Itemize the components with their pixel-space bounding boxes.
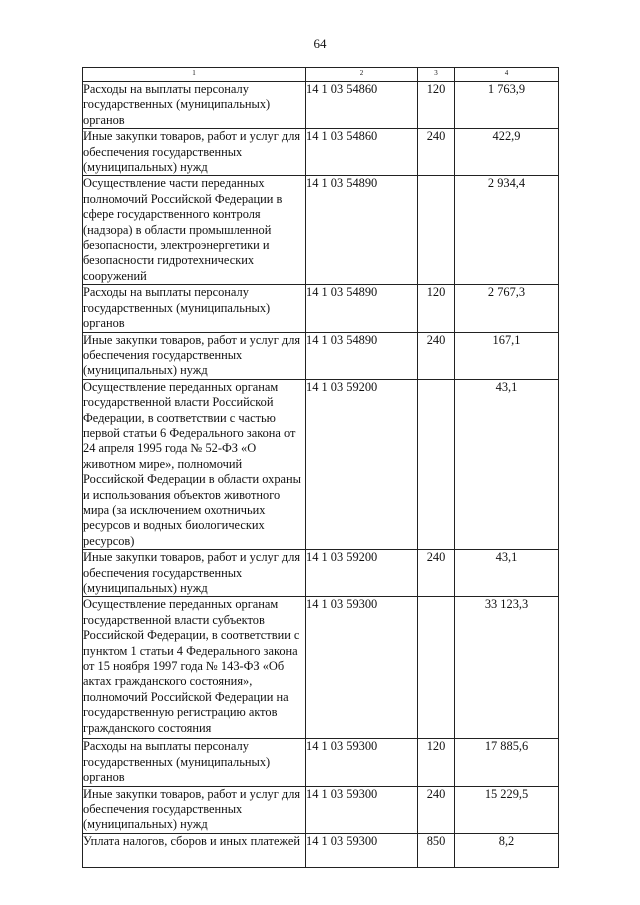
row-name: Расходы на выплаты персоналу государственных (муниципальных) органов (83, 285, 306, 332)
row-type (418, 379, 455, 549)
header-row (83, 68, 559, 82)
row-code: 14 1 03 59300 (306, 833, 418, 867)
row-amount: 33 123,3 (455, 597, 559, 739)
row-name: Иные закупки товаров, работ и услуг для обеспечения государственных (муниципальных) нужд (83, 550, 306, 597)
row-type (418, 597, 455, 739)
row-code: 14 1 03 59300 (306, 597, 418, 739)
page-number: 64 (313, 36, 327, 51)
row-code: 14 1 03 59300 (306, 786, 418, 833)
row-name: Иные закупки товаров, работ и услуг для обеспечения государственных (муниципальных) нужд (83, 786, 306, 833)
table-row (83, 82, 559, 129)
row-amount: 167,1 (455, 332, 559, 379)
row-code: 14 1 03 54890 (306, 332, 418, 379)
row-name: Осуществление части переданных полномочий Российской Федерации в сфере государственного контроля (надзора) в области промышленной безопасности, электроэнергетики и безопасности гидротехнических сооружений (83, 176, 306, 285)
header-col-2: 2 (306, 68, 418, 82)
row-amount: 1 763,9 (455, 82, 559, 129)
table-row (83, 129, 559, 176)
row-name: Расходы на выплаты персоналу государственных (муниципальных) органов (83, 739, 306, 786)
table-row (83, 176, 559, 285)
row-type: 240 (418, 550, 455, 597)
row-amount: 2 934,4 (455, 176, 559, 285)
table-row (83, 786, 559, 833)
row-type: 240 (418, 332, 455, 379)
header-col-4: 4 (455, 68, 559, 82)
row-amount: 17 885,6 (455, 739, 559, 786)
row-name: Расходы на выплаты персоналу государственных (муниципальных) органов (83, 82, 306, 129)
row-code: 14 1 03 59200 (306, 550, 418, 597)
row-amount: 43,1 (455, 550, 559, 597)
table-row (83, 550, 559, 597)
row-amount: 422,9 (455, 129, 559, 176)
row-type: 240 (418, 786, 455, 833)
table-row (83, 739, 559, 786)
row-amount: 15 229,5 (455, 786, 559, 833)
budget-table (82, 67, 559, 868)
table-row (83, 597, 559, 739)
header-col-3: 3 (418, 68, 455, 82)
row-amount: 43,1 (455, 379, 559, 549)
row-name: Осуществление переданных органам государственной власти Российской Федерации, в соответствии с частью первой статьи 6 Федерального закона от 24 апреля 1995 года № 52-ФЗ «О животном мире», полномочий Российской Федерации в области охраны и использования объектов животного мира (за исключением охотничьих ресурсов и водных биологических ресурсов) (83, 379, 306, 549)
row-name: Иные закупки товаров, работ и услуг для обеспечения государственных (муниципальных) нужд (83, 332, 306, 379)
row-type: 850 (418, 833, 455, 867)
row-code: 14 1 03 54860 (306, 82, 418, 129)
table-row (83, 285, 559, 332)
row-name: Уплата налогов, сборов и иных платежей (83, 833, 306, 867)
row-type (418, 176, 455, 285)
row-type: 120 (418, 739, 455, 786)
table-row (83, 332, 559, 379)
table-row (83, 833, 559, 867)
row-name: Иные закупки товаров, работ и услуг для обеспечения государственных (муниципальных) нужд (83, 129, 306, 176)
table-header (83, 68, 559, 82)
row-type: 120 (418, 82, 455, 129)
row-amount: 2 767,3 (455, 285, 559, 332)
header-col-1: 1 (83, 68, 306, 82)
table-row (83, 379, 559, 549)
row-type: 240 (418, 129, 455, 176)
row-name: Осуществление переданных органам государственной власти субъектов Российской Федерации, в соответствии с пунктом 1 статьи 4 Федерального закона от 15 ноября 1997 года № 143-ФЗ «Об актах гражданского состояния», полномочий Российской Федерации на государственную регистрацию актов гражданского состояния (83, 597, 306, 739)
row-code: 14 1 03 59300 (306, 739, 418, 786)
row-code: 14 1 03 54890 (306, 285, 418, 332)
row-code: 14 1 03 54860 (306, 129, 418, 176)
row-type: 120 (418, 285, 455, 332)
row-amount: 8,2 (455, 833, 559, 867)
row-code: 14 1 03 54890 (306, 176, 418, 285)
row-code: 14 1 03 59200 (306, 379, 418, 549)
